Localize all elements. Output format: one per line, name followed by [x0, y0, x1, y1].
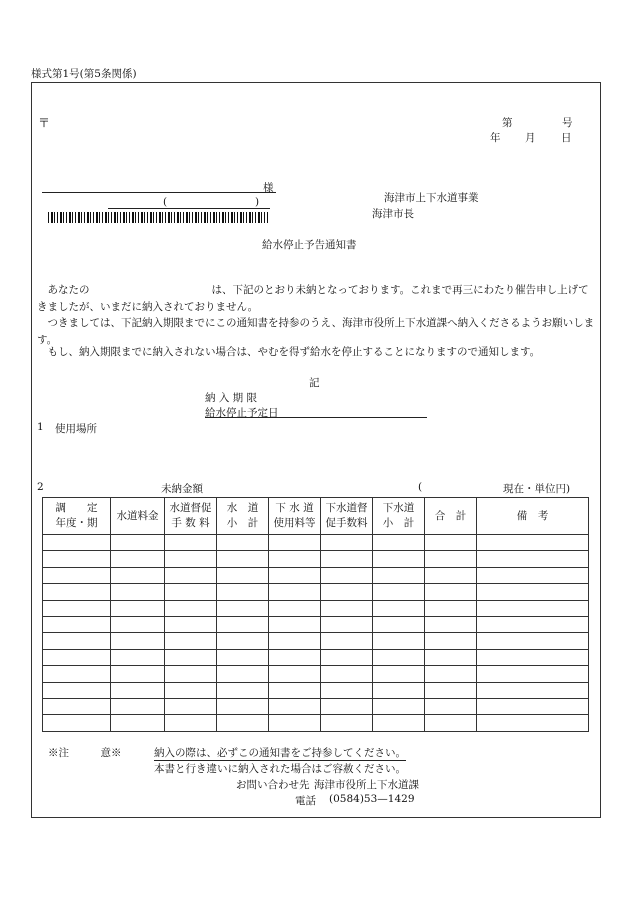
table-header-4 — [269, 498, 321, 535]
table-cell — [269, 633, 321, 649]
table-cell — [165, 649, 217, 665]
table-header-line: 合 計 — [434, 509, 467, 522]
doc-number-prefix: 第 — [502, 117, 513, 129]
table-cell — [269, 698, 321, 714]
table-row — [43, 584, 589, 600]
date-month: 月 — [525, 132, 536, 144]
recipient-honorific: 様 — [263, 182, 274, 194]
table-row — [43, 649, 589, 665]
table-cell — [269, 584, 321, 600]
recipient-paren-open: ( — [163, 196, 168, 208]
note-line-1: 納入の際は、必ずこの通知書をご持参してください。 — [154, 747, 406, 759]
table-cell — [269, 551, 321, 567]
table-cell — [269, 715, 321, 731]
table-cell — [217, 649, 269, 665]
table-cell — [269, 567, 321, 583]
table-cell — [111, 633, 165, 649]
table-cell — [373, 698, 425, 714]
table-header-line: 水 道 — [226, 502, 259, 514]
ki-heading: 記 — [309, 377, 320, 389]
item2-label: 未納金額 — [161, 483, 203, 495]
table-cell — [477, 666, 589, 682]
table-cell — [425, 682, 477, 698]
table-cell — [217, 666, 269, 682]
table-cell — [321, 633, 373, 649]
table-cell — [165, 551, 217, 567]
table-cell — [269, 649, 321, 665]
table-header-row — [43, 498, 589, 535]
table-cell — [165, 698, 217, 714]
table-cell — [217, 633, 269, 649]
table-header-3 — [217, 498, 269, 535]
body-paragraph-3: もし、納入期限までに納入されない場合は、やむを得ず給水を停止することになりますので通知します。 — [47, 346, 541, 358]
table-cell — [111, 584, 165, 600]
recipient-sub-line — [108, 196, 270, 209]
table-cell — [321, 567, 373, 583]
table-cell — [165, 682, 217, 698]
table-cell — [321, 666, 373, 682]
note-label: ※注 意※ — [48, 747, 122, 759]
date-year: 年 — [490, 132, 501, 144]
body-p1-rest: は、下記のとおり未納となっております。これまで再三にわたり催告申し上げてきましたが、いまだに納入されておりません。 — [37, 284, 589, 313]
table-row — [43, 535, 589, 551]
table-cell — [425, 698, 477, 714]
contact-phone-label: 電話 — [295, 795, 316, 807]
table-header-line: 水道督促 — [169, 502, 212, 514]
table-cell — [477, 567, 589, 583]
table-row — [43, 666, 589, 682]
table-cell — [43, 682, 111, 698]
table-cell — [373, 584, 425, 600]
contact-office: 海津市役所上下水道課 — [314, 779, 419, 791]
table-header-line: 下 水 道 — [275, 502, 314, 514]
stop-date-line — [205, 405, 427, 418]
body-paragraph-1 — [37, 282, 597, 315]
table-row — [43, 698, 589, 714]
table-header-line: 手 数 料 — [171, 517, 210, 529]
table-header-line: 水道料金 — [116, 509, 159, 522]
table-cell — [269, 535, 321, 551]
table-cell — [477, 551, 589, 567]
table-cell — [425, 649, 477, 665]
table-cell — [373, 551, 425, 567]
table-cell — [477, 616, 589, 632]
table-cell — [373, 535, 425, 551]
stop-date-label: 給水停止予定日 — [205, 407, 279, 419]
table-cell — [373, 715, 425, 731]
table-header-5 — [321, 498, 373, 535]
table-row — [43, 682, 589, 698]
table-cell — [373, 616, 425, 632]
table-cell — [111, 666, 165, 682]
table-cell — [321, 584, 373, 600]
table-cell — [269, 600, 321, 616]
doc-number-suffix: 号 — [562, 117, 573, 129]
table-cell — [321, 715, 373, 731]
table-cell — [43, 567, 111, 583]
table-cell — [321, 551, 373, 567]
table-cell — [217, 535, 269, 551]
table-cell — [477, 535, 589, 551]
table-cell — [217, 715, 269, 731]
contact-label: お問い合わせ先 — [236, 779, 310, 791]
table-cell — [165, 535, 217, 551]
deadline-label: 納 入 期 限 — [205, 392, 258, 404]
table-cell — [425, 666, 477, 682]
sender-title: 海津市長 — [372, 208, 414, 220]
table-cell — [373, 682, 425, 698]
table-cell — [165, 567, 217, 583]
item1-label: 使用場所 — [55, 423, 97, 435]
table-cell — [165, 616, 217, 632]
item2-number: 2 — [37, 481, 44, 493]
table-cell — [269, 616, 321, 632]
recipient-name-line — [42, 180, 276, 193]
table-header-line: 小 計 — [226, 517, 259, 529]
table-cell — [425, 535, 477, 551]
table-header-line: 使用料等 — [273, 517, 316, 529]
note-line-2: 本書と行き違いに納入された場合はご容赦ください。 — [154, 763, 406, 775]
table-cell — [477, 633, 589, 649]
table-header-7 — [425, 498, 477, 535]
table-cell — [373, 567, 425, 583]
table-cell — [111, 715, 165, 731]
table-cell — [321, 600, 373, 616]
recipient-paren-close: ) — [255, 196, 260, 208]
table-row — [43, 633, 589, 649]
table-cell — [111, 649, 165, 665]
table-row — [43, 616, 589, 632]
table-row — [43, 551, 589, 567]
table-cell — [217, 616, 269, 632]
table-cell — [477, 682, 589, 698]
table-cell — [43, 584, 111, 600]
body-paragraph-2: つきましては、下記納入期限までにこの通知書を持参のうえ、海津市役所上下水道課へ納入くださるようお願いします。 — [37, 317, 595, 346]
table-cell — [165, 715, 217, 731]
table-cell — [373, 666, 425, 682]
table-header-line: 年度・期 — [55, 517, 98, 529]
table-cell — [425, 567, 477, 583]
table-cell — [425, 551, 477, 567]
table-cell — [111, 600, 165, 616]
customer-barcode — [48, 212, 268, 223]
table-cell — [425, 616, 477, 632]
table-cell — [477, 649, 589, 665]
table-cell — [217, 698, 269, 714]
table-cell — [43, 649, 111, 665]
table-cell — [217, 584, 269, 600]
table-header-line: 備 考 — [516, 509, 549, 522]
table-header-6 — [373, 498, 425, 535]
table-cell — [477, 600, 589, 616]
table-cell — [321, 616, 373, 632]
table-cell — [165, 600, 217, 616]
item2-status: 現在・単位円) — [503, 483, 571, 495]
table-cell — [373, 649, 425, 665]
table-cell — [43, 551, 111, 567]
table-cell — [165, 633, 217, 649]
table-cell — [43, 698, 111, 714]
table-row — [43, 567, 589, 583]
arrears-table — [42, 497, 589, 732]
table-cell — [425, 584, 477, 600]
table-row — [43, 715, 589, 731]
table-cell — [425, 633, 477, 649]
table-cell — [111, 567, 165, 583]
table-cell — [43, 600, 111, 616]
table-cell — [321, 682, 373, 698]
table-header-2 — [165, 498, 217, 535]
contact-phone: (0584)53—1429 — [329, 793, 415, 805]
table-cell — [111, 616, 165, 632]
table-cell — [425, 715, 477, 731]
table-cell — [269, 666, 321, 682]
table-body — [43, 535, 589, 732]
table-cell — [269, 682, 321, 698]
sender-org: 海津市上下水道事業 — [384, 192, 479, 204]
table-cell — [43, 616, 111, 632]
table-header-line: 下水道督 — [325, 502, 368, 514]
table-cell — [217, 551, 269, 567]
table-cell — [217, 600, 269, 616]
item2-paren: ( — [418, 481, 423, 493]
table-header-0 — [43, 498, 111, 535]
table-cell — [165, 584, 217, 600]
table-cell — [43, 535, 111, 551]
form-number: 様式第1号(第5条関係) — [31, 68, 137, 80]
table-cell — [111, 551, 165, 567]
table-header-line: 促手数料 — [325, 517, 368, 529]
table-cell — [477, 698, 589, 714]
table-cell — [373, 633, 425, 649]
table-cell — [111, 535, 165, 551]
table-cell — [43, 633, 111, 649]
table-cell — [165, 666, 217, 682]
table-cell — [425, 600, 477, 616]
body-p1-start: あなたの — [47, 284, 90, 296]
table-cell — [477, 715, 589, 731]
date-day: 日 — [561, 132, 572, 144]
table-row — [43, 600, 589, 616]
table-cell — [43, 666, 111, 682]
table-header-8 — [477, 498, 589, 535]
postal-mark: 〒 — [38, 116, 51, 130]
item1-number: 1 — [37, 421, 44, 433]
table-cell — [217, 567, 269, 583]
table-cell — [111, 698, 165, 714]
table-header-1 — [111, 498, 165, 535]
table-cell — [477, 584, 589, 600]
table-cell — [321, 649, 373, 665]
table-cell — [111, 682, 165, 698]
table-cell — [321, 698, 373, 714]
table-header-line: 小 計 — [382, 517, 415, 529]
table-cell — [373, 600, 425, 616]
table-header-line: 調 定 — [55, 502, 98, 514]
table-cell — [43, 715, 111, 731]
table-cell — [321, 535, 373, 551]
table-cell — [217, 682, 269, 698]
table-header-line: 下水道 — [382, 502, 415, 514]
doc-title: 給水停止予告通知書 — [262, 239, 357, 251]
